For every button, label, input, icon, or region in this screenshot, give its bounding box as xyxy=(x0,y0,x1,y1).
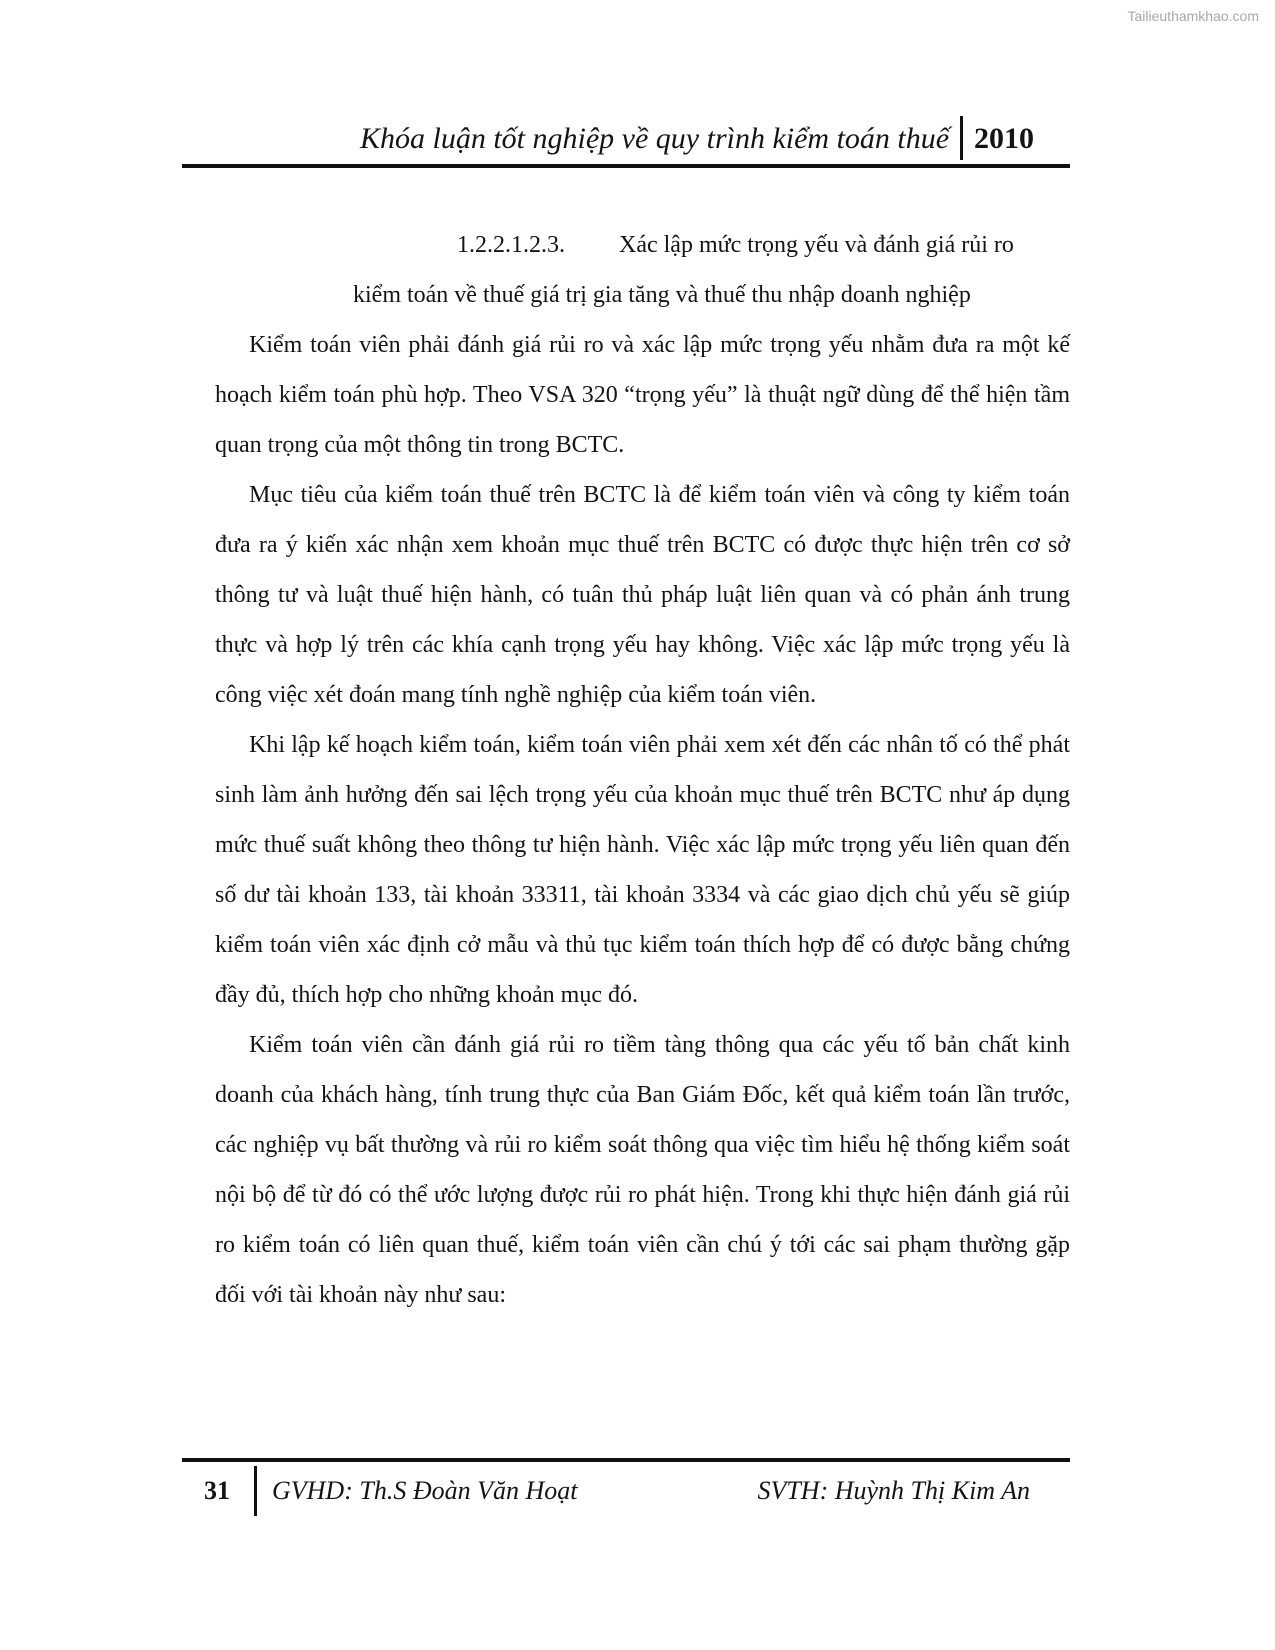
page-footer xyxy=(182,1458,1070,1528)
paragraph-1: Kiểm toán viên phải đánh giá rủi ro và xác lập mức trọng yếu nhằm đưa ra một kế hoạch kiểm toán phù hợp. Theo VSA 320 “trọng yếu” là thuật ngữ dùng để thể hiện tầm quan trọng của một thông tin trong BCTC. xyxy=(215,332,1070,458)
section-number: 1.2.2.1.2.3. xyxy=(457,232,565,258)
section-title-line1: Xác lập mức trọng yếu và đánh giá rủi ro xyxy=(619,232,1014,258)
header-year: 2010 xyxy=(974,122,1034,155)
footer-separator xyxy=(254,1466,257,1516)
header-title: Khóa luận tốt nghiệp về quy trình kiểm toán thuế xyxy=(360,122,950,155)
paragraph-2: Mục tiêu của kiểm toán thuế trên BCTC là để kiểm toán viên và công ty kiểm toán đưa ra ý kiến xác nhận xem khoản mục thuế trên BCTC có được thực hiện trên cơ sở thông tư và luật thuế hiện hành, có tuân thủ pháp luật liên quan và có phản ánh trung thực và hợp lý trên các khía cạnh trọng yếu hay không. Việc xác lập mức trọng yếu là công việc xét đoán mang tính nghề nghiệp của kiểm toán viên. xyxy=(215,482,1070,708)
page-number: 31 xyxy=(204,1476,230,1505)
header-rule xyxy=(182,164,1070,168)
footer-advisor: GVHD: Th.S Đoàn Văn Hoạt xyxy=(272,1476,578,1505)
paragraph-4: Kiểm toán viên cần đánh giá rủi ro tiềm tàng thông qua các yếu tố bản chất kinh doanh của khách hàng, tính trung thực của Ban Giám Đốc, kết quả kiểm toán lần trước, các nghiệp vụ bất thường và rủi ro kiểm soát thông qua việc tìm hiểu hệ thống kiểm soát nội bộ để từ đó có thể ước lượng được rủi ro phát hiện. Trong khi thực hiện đánh giá rủi ro kiểm toán có liên quan thuế, kiểm toán viên cần chú ý tới các sai phạm thường gặp đối với tài khoản này như sau: xyxy=(215,1032,1070,1308)
watermark: Tailieuthamkhao.com xyxy=(1127,8,1259,24)
footer-student: SVTH: Huỳnh Thị Kim An xyxy=(757,1476,1030,1505)
body-text xyxy=(215,320,1070,1320)
paragraph-3: Khi lập kế hoạch kiểm toán, kiểm toán viên phải xem xét đến các nhân tố có thể phát sinh làm ảnh hưởng đến sai lệch trọng yếu của khoản mục thuế trên BCTC như áp dụng mức thuế suất không theo thông tư hiện hành. Việc xác lập mức trọng yếu liên quan đến số dư tài khoản 133, tài khoản 33311, tài khoản 3334 và các giao dịch chủ yếu sẽ giúp kiểm toán viên xác định cở mẫu và thủ tục kiểm toán thích hợp để có được bằng chứng đầy đủ, thích hợp cho những khoản mục đó. xyxy=(215,732,1070,1008)
page-header xyxy=(182,116,1070,172)
footer-rule xyxy=(182,1458,1070,1462)
header-separator xyxy=(960,116,963,160)
section-title-line2: kiểm toán về thuế giá trị gia tăng và thuế thu nhập doanh nghiệp xyxy=(353,282,971,308)
